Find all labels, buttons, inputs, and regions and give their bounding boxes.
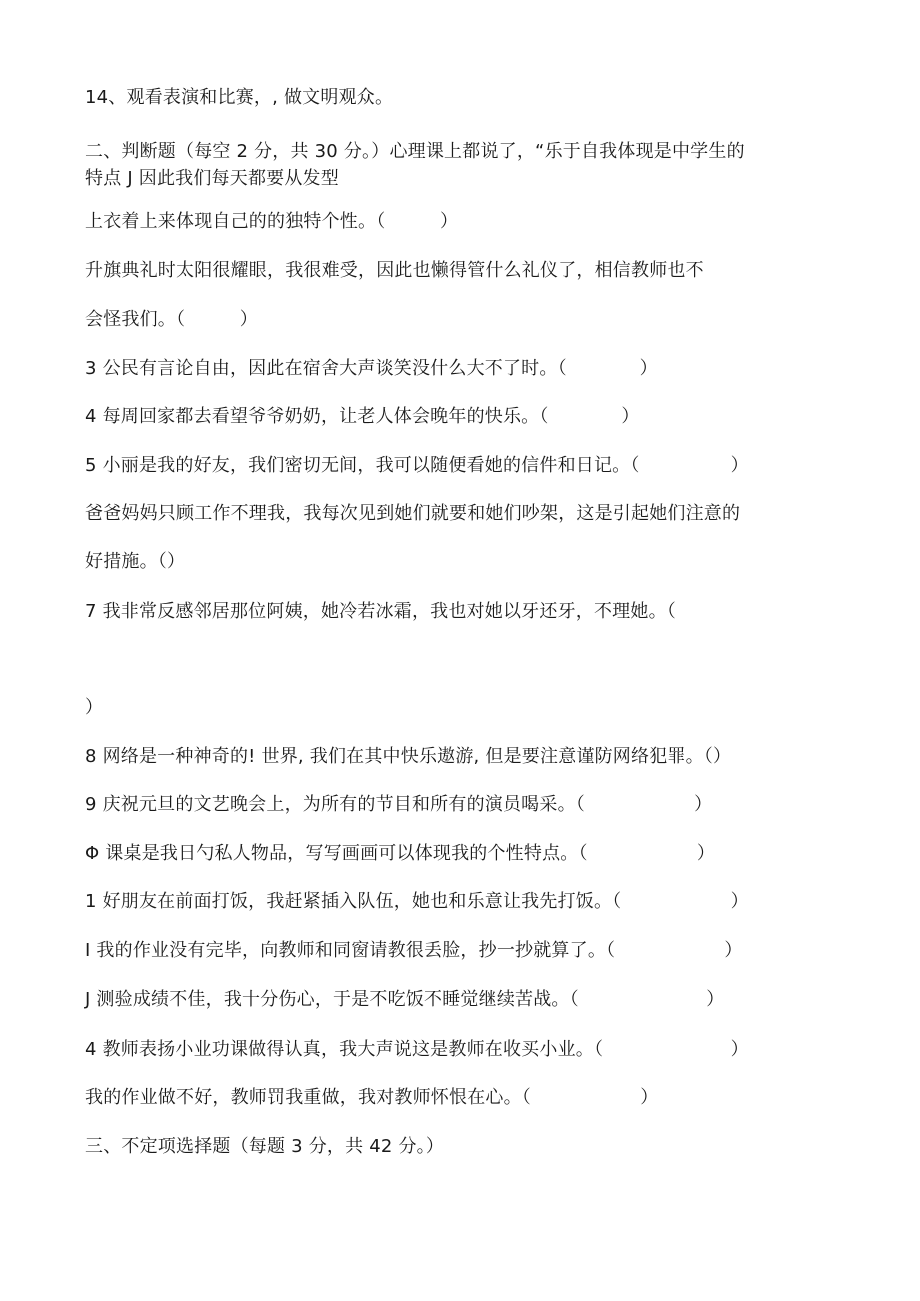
judgment-item-7: 7 我非常反感邻居那位阿姨，她冷若冰霜，我也对她以牙还牙，不理她。（	[85, 601, 676, 622]
judgment-item-6: 爸爸妈妈只顾工作不理我，我每次见到她们就要和她们吵架，这是引起她们注意的	[85, 503, 741, 524]
judgment-item-5: 5 小丽是我的好友，我们密切无间，我可以随便看她的信件和日记。（ ）	[85, 455, 749, 476]
section-2-heading-continued: 特点 J 因此我们每天都要从发型	[85, 168, 339, 189]
judgment-item-10: Φ 课桌是我日勺私人物品，写写画画可以体现我的个性特点。（ ）	[85, 843, 716, 864]
judgment-item-13: J 测验成绩不佳，我十分伤心，于是不吃饭不睡觉继续苦战。（ ）	[85, 989, 725, 1010]
section-3-heading: 三、不定项选择题（每题 3 分，共 42 分。）	[85, 1136, 445, 1157]
judgment-item-6-continued: 好措施。（）	[85, 551, 186, 572]
judgment-item-7-continued: ）	[85, 697, 104, 718]
judgment-item-11: 1 好朋友在前面打饭，我赶紧插入队伍，她也和乐意让我先打饭。（ ）	[85, 891, 749, 912]
judgment-item-15: 我的作业做不好，教师罚我重做，我对教师怀恨在心。（ ）	[85, 1087, 659, 1108]
judgment-item-3: 3 公民有言论自由，因此在宿舍大声谈笑没什么大不了时。（ ）	[85, 358, 658, 379]
question-14: 14、观看表演和比赛，, 做文明观众。	[85, 87, 394, 108]
judgment-item-8: 8 网络是一种神奇的! 世界, 我们在其中快乐遨游, 但是要注意谨防网络犯罪。（）	[85, 746, 732, 767]
judgment-item-2: 升旗典礼时太阳很耀眼，我很难受，因此也懒得管什么礼仪了，相信教师也不	[85, 260, 704, 281]
judgment-item-4: 4 每周回家都去看望爷爷奶奶，让老人体会晚年的快乐。（ ）	[85, 406, 640, 427]
section-2-heading: 二、判断题（每空 2 分，共 30 分。）心理课上都说了，“乐于自我体现是中学生的	[85, 141, 745, 162]
judgment-item-1: 上衣着上来体现自己的的独特个性。（ ）	[85, 211, 459, 232]
judgment-item-9: 9 庆祝元旦的文艺晚会上，为所有的节目和所有的演员喝采。（ ）	[85, 794, 713, 815]
judgment-item-2-continued: 会怪我们。（ ）	[85, 309, 258, 330]
judgment-item-14: 4 教师表扬小业功课做得认真，我大声说这是教师在收买小业。（ ）	[85, 1039, 749, 1060]
judgment-item-12: I 我的作业没有完毕，向教师和同窗请教很丢脸，抄一抄就算了。（ ）	[85, 940, 743, 961]
